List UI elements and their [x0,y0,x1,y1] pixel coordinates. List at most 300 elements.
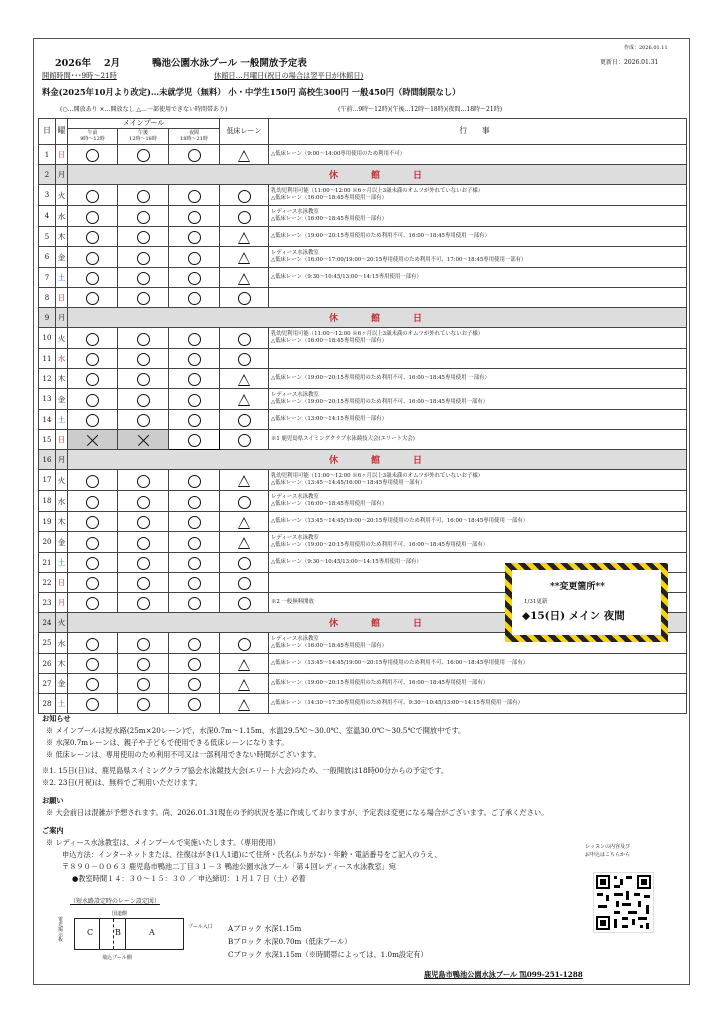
schedule-row [39,349,687,369]
event-cell [269,268,687,288]
open-circle-icon [188,537,201,550]
open-circle-icon [137,537,150,550]
morning-status [68,491,118,512]
event-line: △低床レーン（9:00～14:00専用使用のため利用不可） [271,151,406,158]
open-circle-icon [137,638,150,651]
weekday: 水 [56,206,68,227]
open-circle-icon [86,272,99,285]
open-circle-icon [188,149,201,162]
morning-status [68,349,118,369]
event-line: ※1 鹿児島県スイミングクラブ水泳競技大会(エリート大会) [271,436,415,443]
schedule-row [39,268,687,288]
shallow-lane-status [220,654,269,674]
shallow-lane-status [220,389,269,410]
day-number: 17 [39,470,56,491]
open-circle-icon [188,394,201,407]
open-circle-icon [86,557,99,570]
open-circle-icon [188,333,201,346]
lane-top-label: 国道側 [112,911,128,917]
event-cell [269,349,687,369]
event-cell [269,328,687,349]
lane-bottom-label: 飛込プール側 [102,955,132,961]
day-number: 1 [39,145,56,165]
day-number: 26 [39,654,56,674]
open-circle-icon [86,149,99,162]
partial-triangle-icon [238,394,250,406]
open-circle-icon [137,475,150,488]
day-number: 27 [39,674,56,694]
schedule-row [39,206,687,227]
shallow-lane-status [220,206,269,227]
shallow-lane-status [220,512,269,532]
night-status [169,491,220,512]
morning-status [68,185,118,206]
open-circle-icon [188,353,201,366]
weekday: 水 [56,349,68,369]
weekday: 木 [56,512,68,532]
partial-triangle-icon [238,273,250,285]
partial-triangle-icon [238,475,250,487]
morning-status [68,573,118,593]
event-cell [269,430,687,450]
open-circle-icon [137,333,150,346]
afternoon-status [118,674,169,694]
afternoon-status [118,573,169,593]
event-cell [269,247,687,268]
event-line: レディース水泳教室 [271,250,319,257]
title-year: 2026年 [55,58,91,69]
morning-status [68,268,118,288]
shallow-lane-status [220,349,269,369]
weekday: 木 [56,369,68,389]
open-circle-icon [137,353,150,366]
lane-a-label: A [149,928,155,937]
change-notice-title: **変更箇所** [550,582,605,592]
morning-status [68,633,118,654]
morning-status [68,470,118,491]
night-status [169,185,220,206]
schedule-row [39,145,687,165]
afternoon-status [118,593,169,613]
weekday: 火 [56,470,68,491]
event-line: △低床レーン（19:00～20:15専用使用のため利用不可、16:00～18:45専用使用一部有） [271,399,489,405]
request-text: ※ 大会前日は混雑が予想されます。尚、2026.01.31現在の予約状況を基に作成しておりますが、予定表は変更になる場合がございます。ご了承ください。 [46,808,549,817]
open-circle-icon [86,231,99,244]
symbol-legend: (○…開放あり ×…開放なし △…一部使用できない時間帯あり) [60,106,228,113]
shallow-lane-status [220,185,269,206]
shallow-lane-status [220,268,269,288]
open-circle-icon [86,698,99,711]
day-number: 22 [39,573,56,593]
open-circle-icon [188,678,201,691]
morning-status [68,145,118,165]
guide-line-1: ※ レディース水泳教室は、メインプールで実施いたします。（専用使用） [46,838,280,847]
request-heading: お願い [42,796,64,805]
closed-day-label: 休館日 [68,450,687,470]
shallow-lane-status [220,694,269,714]
event-line: レディース水泳教室 [271,636,319,643]
night-header: 夜間 18時～21時 [169,129,220,145]
night-status [169,349,220,369]
night-status [169,654,220,674]
title-month: 2月 [104,58,121,69]
lane-diagram [74,918,184,950]
closed-day-label: 休館日 [68,308,687,328]
open-circle-icon [188,658,201,671]
open-circle-icon [188,698,201,711]
open-circle-icon [238,211,251,224]
event-cell [269,512,687,532]
morning-status [68,410,118,430]
schedule-row [39,288,687,308]
open-circle-icon [137,698,150,711]
schedule-row [39,532,687,553]
open-circle-icon [137,252,150,265]
open-circle-icon [238,638,251,651]
day-number: 28 [39,694,56,714]
afternoon-status [118,206,169,227]
partial-triangle-icon [238,537,250,549]
day-number: 10 [39,328,56,349]
night-status [169,694,220,714]
open-circle-icon [188,557,201,570]
morning-status [68,389,118,410]
guide-heading: ご案内 [42,826,64,835]
event-cell [269,410,687,430]
afternoon-status [118,369,169,389]
open-circle-icon [86,211,99,224]
day-number: 24 [39,613,56,633]
fee-line: 料金(2025年10月より改定)…未就学児（無料） 小・中学生150円 高校生300円 一般450円（時間制限なし） [42,87,461,97]
day-number: 8 [39,288,56,308]
opening-hours: 開館時間･･･9時～21時 [42,71,117,80]
event-cell [269,185,687,206]
open-circle-icon [188,292,201,305]
afternoon-status [118,512,169,532]
partial-triangle-icon [238,150,250,162]
shallow-lane-status [220,553,269,573]
morning-status [68,227,118,247]
partial-triangle-icon [238,659,250,671]
lane-diagram-heading: （短水路設定時のレーン設定図） [70,898,160,905]
event-line: 乳幼児利用可能（11:00～12:00 ※6ヶ月以上3歳未満のオムツが外れていないお子様） [271,188,484,195]
night-status [169,512,220,532]
open-circle-icon [188,638,201,651]
qr-code-icon [594,873,653,932]
weekday: 土 [56,553,68,573]
afternoon-status [118,633,169,654]
weekday: 水 [56,491,68,512]
closed-cross-icon [137,434,150,447]
morning-status [68,553,118,573]
open-circle-icon [188,414,201,427]
schedule-row [39,185,687,206]
weekday: 月 [56,308,68,328]
event-line: △低床レーン（19:00～20:15専用使用のため利用不可、16:00～18:45専用使用一部有） [271,542,489,548]
open-circle-icon [86,597,99,610]
footnote-1: ※1. 15日(日)は、鹿児島県スイミングクラブ協会水泳競技大会(エリート大会)のため、一般開放は18時00分からの予定です。 [42,766,449,775]
night-status [169,633,220,654]
schedule-row [39,389,687,410]
day-number: 12 [39,369,56,389]
weekday: 木 [56,227,68,247]
event-cell [269,206,687,227]
schedule-row [39,470,687,491]
open-circle-icon [188,516,201,529]
schedule-row [39,247,687,268]
open-circle-icon [188,577,201,590]
event-cell [269,654,687,674]
shallow-lane-status [220,328,269,349]
schedule-row [39,694,687,714]
day-number: 6 [39,247,56,268]
shallow-lane-status [220,470,269,491]
event-cell [269,694,687,714]
event-line: △低床レーン（16:00～18:45専用使用一部有） [271,195,387,201]
event-line: △低床レーン（13:45～14:45/19:00～20:15専用使用のため利用不可、16:00～18:45専用使用 一部有） [271,660,529,667]
shallow-lane-status [220,410,269,430]
night-status [169,227,220,247]
event-cell [269,145,687,165]
event-cell [269,227,687,247]
night-status [169,410,220,430]
morning-status [68,369,118,389]
open-circle-icon [238,557,251,570]
partial-triangle-icon [238,374,250,386]
open-circle-icon [86,577,99,590]
weekday: 日 [56,145,68,165]
open-circle-icon [86,190,99,203]
open-circle-icon [86,496,99,509]
day-number: 7 [39,268,56,288]
updated-date: 更新日：2026.01.31 [600,59,659,66]
event-line: △低床レーン（19:00～20:15専用使用のため利用不可、16:00～18:45専用使用一部有） [271,680,489,687]
open-circle-icon [188,475,201,488]
weekday: 金 [56,532,68,553]
footer-contact: 鹿児島市鴨池公園水泳プール ℡099-251-1288 [424,970,583,979]
morning-status [68,674,118,694]
partial-triangle-icon [238,517,250,529]
event-line: △低床レーン（16:00～18:45専用使用一部有） [271,216,387,222]
weekday: 土 [56,694,68,714]
open-circle-icon [137,597,150,610]
schedule-row [39,227,687,247]
morning-status [68,288,118,308]
event-cell [269,288,687,308]
weekday: 火 [56,185,68,206]
weekday: 水 [56,633,68,654]
open-circle-icon [86,537,99,550]
event-line: レディース水泳教室 [271,209,319,216]
open-circle-icon [137,658,150,671]
event-line: △低床レーン（14:30～17:30専用使用のため利用不可、9:30～10:45/13:00～14:15専用使用一部有） [271,700,523,707]
open-circle-icon [238,333,251,346]
lane-b-label: B [115,928,121,937]
notice-3: ※ 低床レーンは、専用使用のため利用不可又は一部利用できない時間がございます。 [46,750,321,759]
morning-status [68,206,118,227]
day-header: 日 [39,119,56,145]
schedule-row [39,165,687,185]
lane-c-label: C [87,928,94,937]
morning-header: 午前 9時～12時 [68,129,118,145]
night-status [169,328,220,349]
open-circle-icon [238,577,251,590]
guide-line-4: ●教室時間１４：３０～１５：３０ ／ 申込締切：１月１７日（土）必着 [72,874,306,883]
event-cell [269,369,687,389]
open-circle-icon [137,394,150,407]
morning-status [68,247,118,268]
open-circle-icon [238,292,251,305]
schedule-row [39,308,687,328]
partial-triangle-icon [238,252,250,264]
afternoon-status [118,288,169,308]
schedule-row [39,674,687,694]
weekday: 金 [56,247,68,268]
event-line: △低床レーン（9:30～10:45/13:00～14:15専用使用一部有） [271,559,422,566]
footnote-2: ※2. 23日(月祝)は、無料でご利用いただけます。 [42,778,202,787]
open-circle-icon [188,252,201,265]
weekday: 火 [56,328,68,349]
open-circle-icon [188,597,201,610]
shallow-lane-status [220,633,269,654]
shallow-lane-status [220,430,269,450]
afternoon-status [118,389,169,410]
morning-status [68,328,118,349]
event-cell [269,532,687,553]
guide-line-3: 〒８９０－００６３ 鹿児島市鴨池二丁目３１－３ 鴨池公園水泳プール「第４回レディース水泳教室」宛 [62,862,396,871]
schedule-row [39,491,687,512]
morning-status [68,654,118,674]
notices-heading: お知らせ [42,714,71,723]
open-circle-icon [86,353,99,366]
day-number: 3 [39,185,56,206]
afternoon-status [118,430,169,450]
closed-cross-icon [86,434,99,447]
qr-code[interactable] [593,872,654,933]
night-status [169,532,220,553]
afternoon-status [118,694,169,714]
open-circle-icon [86,658,99,671]
open-circle-icon [137,496,150,509]
open-circle-icon [86,292,99,305]
day-number: 5 [39,227,56,247]
shallow-lane-status [220,247,269,268]
event-line: △低床レーン（13:45～14:45/19:00～20:15専用使用のため利用不可、16:00～18:45専用使用 一部有） [271,518,529,525]
shallow-lane-status [220,532,269,553]
page-title: 鴨池公園水泳プール 一般開放予定表 [152,58,307,69]
afternoon-status [118,145,169,165]
day-number: 19 [39,512,56,532]
afternoon-status [118,532,169,553]
weekday: 金 [56,389,68,410]
night-status [169,389,220,410]
open-circle-icon [238,353,251,366]
open-circle-icon [137,211,150,224]
day-number: 11 [39,349,56,369]
open-circle-icon [86,638,99,651]
afternoon-status [118,227,169,247]
event-line: レディース水泳教室 [271,535,319,542]
open-circle-icon [86,333,99,346]
schedule-row [39,430,687,450]
open-circle-icon [238,434,251,447]
night-status [169,593,220,613]
day-number: 25 [39,633,56,654]
shallow-lane-status [220,491,269,512]
afternoon-status [118,349,169,369]
open-circle-icon [188,231,201,244]
night-status [169,573,220,593]
open-circle-icon [137,577,150,590]
day-number: 2 [39,165,56,185]
weekday: 月 [56,593,68,613]
afternoon-status [118,470,169,491]
morning-status [68,593,118,613]
schedule-row [39,369,687,389]
weekday: 日 [56,430,68,450]
day-number: 20 [39,532,56,553]
event-line: 乳幼児利用可能（11:00～12:00 ※6ヶ月以上3歳未満のオムツが外れていないお子様） [271,473,484,480]
main-pool-header: メインプール [68,119,220,129]
weekday: 日 [56,573,68,593]
event-line: レディース水泳教室 [271,494,319,501]
closed-day-label: 休館日 [68,165,687,185]
morning-status [68,512,118,532]
event-line: △低床レーン（16:00～17:00/19:00～20:15専用使用のため利用不可、17:00～18:45専用使用一部有） [271,257,527,263]
open-circle-icon [137,678,150,691]
weekday: 木 [56,654,68,674]
open-circle-icon [86,414,99,427]
open-circle-icon [86,516,99,529]
day-number: 13 [39,389,56,410]
weekday: 火 [56,613,68,633]
shallow-lane-status [220,573,269,593]
event-cell [269,470,687,491]
open-circle-icon [137,190,150,203]
open-circle-icon [238,597,251,610]
shallow-lane-status [220,288,269,308]
event-line: レディース水泳教室 [271,392,319,399]
afternoon-header: 午後 12時～18時 [118,129,169,145]
event-line: △低床レーン（16:00～18:45専用使用一部有） [271,501,387,507]
night-status [169,430,220,450]
afternoon-status [118,553,169,573]
day-number: 18 [39,491,56,512]
shallow-lane-status [220,674,269,694]
open-circle-icon [137,557,150,570]
schedule-row [39,512,687,532]
afternoon-status [118,247,169,268]
weekday-header: 曜 [56,119,68,145]
open-circle-icon [137,516,150,529]
event-line: △低床レーン（16:00～18:45専用使用一部有） [271,338,387,344]
morning-status [68,532,118,553]
night-status [169,206,220,227]
open-circle-icon [86,252,99,265]
open-circle-icon [137,373,150,386]
open-circle-icon [188,190,201,203]
event-line: △低床レーン（19:00～20:15専用使用のため利用不可、16:00～18:45専用使用 一部有） [271,375,490,382]
weekday: 月 [56,450,68,470]
open-circle-icon [188,211,201,224]
open-circle-icon [86,678,99,691]
day-number: 4 [39,206,56,227]
open-circle-icon [188,434,201,447]
day-number: 16 [39,450,56,470]
weekday: 金 [56,674,68,694]
guide-line-2: 申込方法：インターネットまたは、往復はがき(1人1通)にて住所・氏名(ふりがな)・年齢・電話番号をご記入のうえ、 [62,850,442,859]
shallow-lane-status [220,227,269,247]
